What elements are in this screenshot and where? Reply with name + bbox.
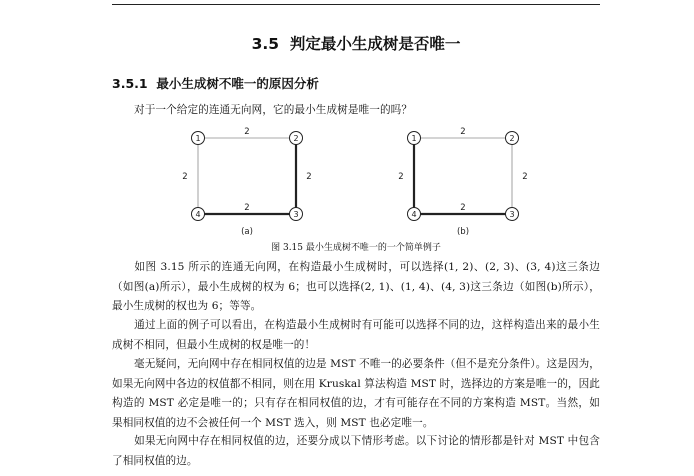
edge-weight-2-3: 2 bbox=[522, 172, 528, 182]
node-label-4: 4 bbox=[195, 210, 201, 219]
paragraph-3 bbox=[112, 355, 600, 433]
edge-weight-2-3: 2 bbox=[306, 172, 312, 182]
edge-weight-1-2: 2 bbox=[460, 127, 466, 137]
intro-text: 对于一个给定的连通无向网，它的最小生成树是唯一的吗？ bbox=[134, 104, 413, 116]
subsection-number: 3.5.1 bbox=[112, 76, 148, 91]
graph-b bbox=[398, 127, 527, 237]
graph-figure bbox=[112, 126, 600, 240]
figure-3-15 bbox=[112, 126, 600, 256]
edge-weight-1-2: 2 bbox=[244, 127, 250, 137]
graph-a bbox=[182, 127, 311, 237]
node-label-2: 2 bbox=[293, 134, 299, 143]
subfigure-label: (b) bbox=[456, 227, 470, 237]
paragraph-4 bbox=[112, 432, 600, 471]
paragraph-2-text: 通过上面的例子可以看出，在构造最小生成树时有可能可以选择不同的边，这样构造出来的最小生成树不相同，但最小生成树的权是唯一的！ bbox=[112, 319, 600, 351]
node-label-2: 2 bbox=[509, 134, 515, 143]
subsection-title bbox=[112, 74, 319, 92]
section-number: 3.5 bbox=[251, 35, 280, 53]
node-label-4: 4 bbox=[411, 210, 417, 219]
subsection-title-text: 最小生成树不唯一的原因分析 bbox=[156, 76, 319, 91]
subfigure-label: (a) bbox=[241, 227, 253, 237]
section-title-text: 判定最小生成树是否唯一 bbox=[289, 35, 461, 53]
node-label-1: 1 bbox=[195, 134, 201, 143]
paragraph-2 bbox=[112, 316, 600, 355]
paragraph-1-text: 如图 3.15 所示的连通无向网，在构造最小生成树时，可以选择(1, 2)、(2, 3)、(3, 4)这三条边（如图(a)所示），最小生成树的权为 6；也可以选择(2, 1)、(1, 4)、(4, 3)这三条边（如图(b)所示），最小生成树的权也为 6；等等。 bbox=[112, 261, 600, 312]
edge-weight-4-1: 2 bbox=[182, 172, 188, 182]
edge-weight-4-1: 2 bbox=[398, 172, 404, 182]
edge-weight-3-4: 2 bbox=[460, 203, 466, 213]
paragraph-1 bbox=[112, 258, 600, 317]
intro-paragraph bbox=[112, 101, 600, 121]
edge-weight-3-4: 2 bbox=[244, 203, 250, 213]
paragraph-4-text: 如果无向网中存在相同权值的边，还要分成以下情形考虑。以下讨论的情形都是针对 MST 中包含了相同权值的边。 bbox=[112, 435, 600, 467]
section-title bbox=[112, 32, 600, 54]
node-label-3: 3 bbox=[293, 210, 299, 219]
page-header-rule bbox=[112, 4, 600, 5]
paragraph-3-text: 毫无疑问，无向网中存在相同权值的边是 MST 不唯一的必要条件（但不是充分条件）。这是因为，如果无向网中各边的权值都不相同，则在用 Kruskal 算法构造 MST 时，选择边的方案是唯一的，因此构造的 MST 必定是唯一的；只有存在相同权值的边，才有可能存在不同的方案构造 MST。当然，如果相同权值的边不会被任何一个 MST 选入，则 MST 也必定唯一。 bbox=[112, 358, 600, 429]
figure-caption: 图 3.15 最小生成树不唯一的一个简单例子 bbox=[271, 243, 441, 253]
node-label-1: 1 bbox=[411, 134, 417, 143]
node-label-3: 3 bbox=[509, 210, 515, 219]
